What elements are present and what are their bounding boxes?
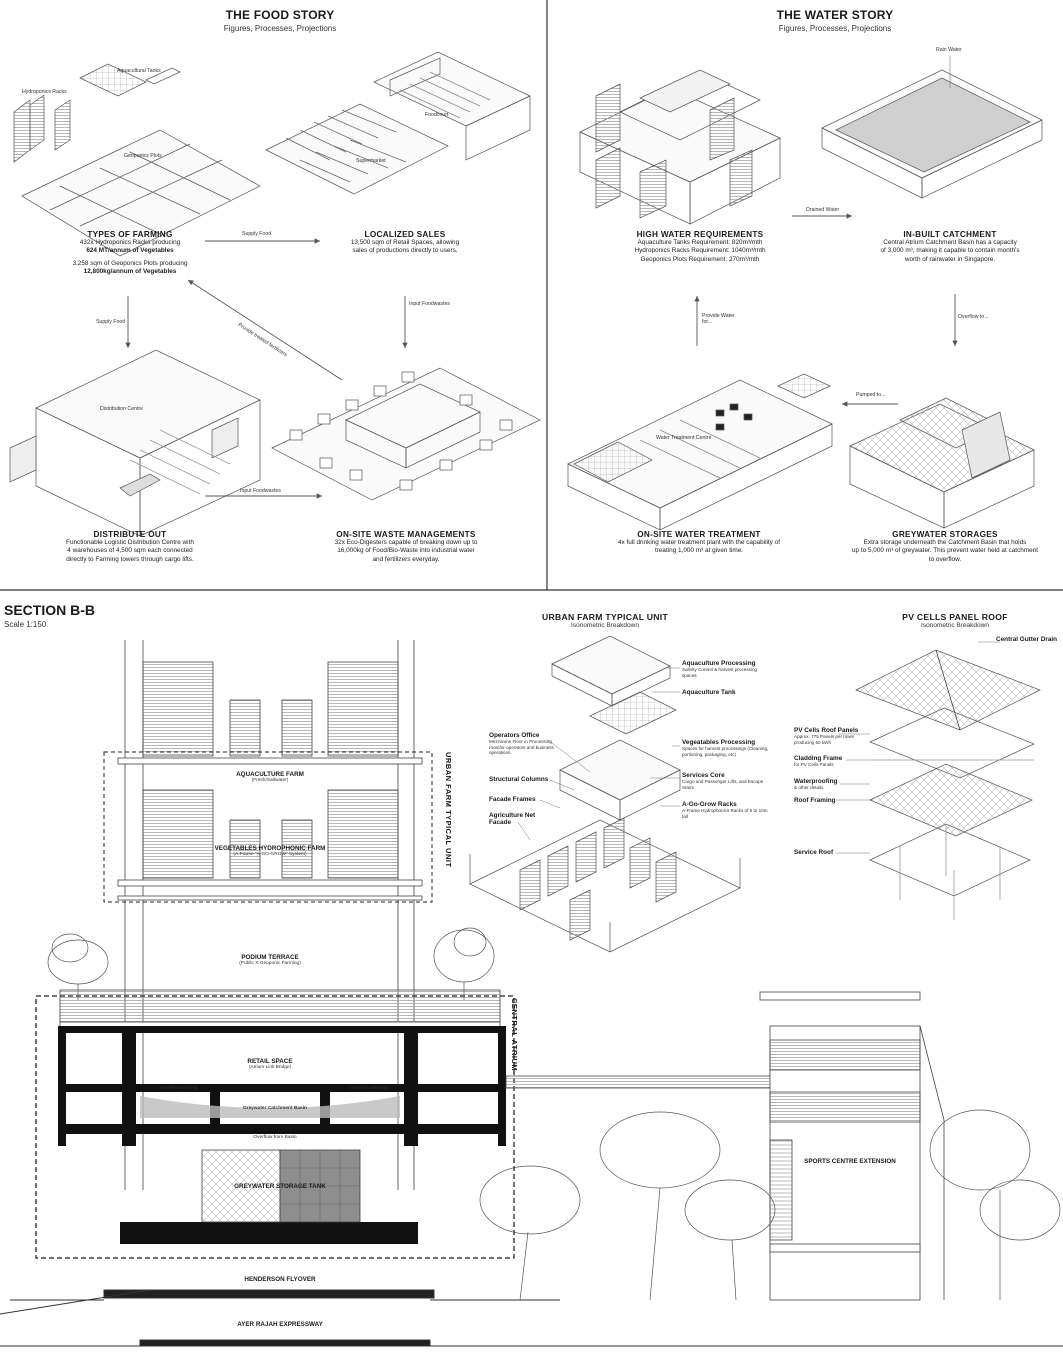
types-of-farming-line1: 432x Hydroponics Racks producing: [79, 239, 181, 246]
room-ayer-rajah: AYER RAJAH EXPRESSWAY: [237, 1321, 323, 1328]
pv-panels-label: PV Cells Roof Panels: [794, 727, 859, 734]
types-of-farming-line3: 3,258 sqm of Geoponics Plots producing: [72, 259, 188, 267]
label-water-treatment-centre: Water Treatment Centre: [656, 435, 712, 441]
pv-gutter: Central Gutter Drain: [996, 636, 1058, 643]
pv-panels-desc: Approx. 775 Panels per tower producing 60 kWh: [794, 734, 855, 745]
room-storage-tank: GREYWATER STORAGE TANK: [234, 1183, 326, 1190]
distribute-out-heading: DISTRIBUTE OUT: [93, 530, 167, 539]
section-scale: Scale 1:150: [4, 620, 47, 629]
pv-roof-framing: Roof Framing: [794, 797, 836, 804]
unit-veg-processing-label: Vegeatables Processing: [682, 739, 756, 746]
high-water-heading: HIGH WATER REQUIREMENTS: [636, 230, 764, 239]
room-sports-centre: SPORTS CENTRE EXTENSION: [804, 1158, 896, 1165]
water-tower-iso: [580, 70, 780, 224]
pv-roof-title: PV CELLS PANEL ROOF: [902, 612, 1008, 622]
label-geoponics-plots: Geoponics Plots: [124, 153, 162, 159]
central-atrium-vertical-label: CENTRAL ATRIUM: [510, 998, 519, 1072]
label-rain-water: Rain Water: [936, 47, 962, 53]
urban-unit-subtitle: Isonometric Breakdown: [571, 622, 639, 629]
catchment-heading: IN-BUILT CATCHMENT: [903, 230, 997, 239]
room-aquaculture-farm-label: AQUACULTURE FARM: [236, 771, 304, 778]
room-veg-farm-label: VEGETABLES HYDROPHONIC FARM: [214, 845, 326, 852]
pv-panels: [794, 727, 864, 745]
unit-structural-columns: Structural Columns: [489, 776, 549, 783]
high-water-block: [600, 230, 800, 264]
room-veg-farm-sub: (A-Frame "A-GO-GROW" System): [233, 852, 307, 857]
unit-operators-office-label: Operators Office: [489, 732, 540, 739]
arrow-supply-food-down: Supply Food: [96, 319, 126, 325]
pv-roof-iso: [856, 650, 1040, 920]
unit-operators-office: [489, 732, 567, 756]
food-distribution-iso: [10, 350, 260, 536]
unit-aquaculture-processing-desc: Salinity Control & harvest processing spaces: [682, 667, 758, 678]
unit-services-core-label: Services Core: [682, 772, 725, 779]
room-retail-label: RETAIL SPACE: [247, 1058, 293, 1065]
unit-agri-net: Agriculture Net Facade: [489, 812, 536, 826]
greywater-line1: Extra storage underneath the Catchment Basin that holds: [863, 539, 1027, 546]
room-podium-label: PODIUM TERRACE: [241, 954, 299, 961]
unit-veg-processing: [682, 739, 782, 757]
unit-services-core: [682, 772, 772, 790]
urban-farm-vertical-label: URBAN FARM TYPICAL UNIT: [444, 752, 453, 868]
distribute-out-line1: Functionable Logistic Distribution Centre with: [66, 539, 194, 546]
localized-sales-heading: LOCALIZED SALES: [364, 230, 446, 239]
room-podium: [200, 954, 340, 966]
room-overflow-right: Overflow Filtering: [350, 1086, 388, 1091]
greywater-block: [830, 530, 1060, 564]
section-bridge: [506, 1076, 774, 1088]
room-veg-farm: [190, 845, 350, 857]
food-story-subtitle: Figures, Processes, Projections: [223, 24, 337, 33]
waste-management-block: [296, 530, 516, 564]
room-catchment-basin: Greywater Catchment Basin: [243, 1106, 307, 1111]
pv-waterproofing-label: Waterproofing: [794, 778, 838, 785]
room-overflow-left: Overflow Filtering: [160, 1086, 198, 1091]
arrow-provide-water: Provide Water for...: [702, 313, 735, 325]
waste-management-line1: 32x Eco-Digesters capable of breaking down up to: [334, 539, 478, 546]
water-story-subtitle: Figures, Processes, Projections: [778, 24, 892, 33]
label-distribution-centre: Distribution Centre: [100, 406, 143, 412]
unit-services-core-desc: Cargo and Passenger Lifts, and Escape Stairs: [682, 779, 764, 790]
food-story-title: THE FOOD STORY: [225, 8, 335, 22]
label-aquaculture-tanks: Aquacultural Tanks: [117, 68, 161, 74]
water-catchment-iso: [822, 56, 1042, 198]
pv-roof-subtitle: Isonometric Breakdown: [921, 622, 989, 629]
types-of-farming-line2: 624 MT/annum of Vegetables: [86, 247, 174, 255]
water-story-title: THE WATER STORY: [776, 8, 894, 22]
distribute-out-block: [20, 530, 240, 564]
arrow-input-foodwastes-right: Input Foodwastes: [240, 488, 281, 494]
food-waste-iso: [272, 368, 540, 500]
pv-cladding-desc: for PV Cells Panels: [794, 762, 834, 767]
types-of-farming-block: [40, 230, 220, 276]
label-hydroponics-racks: Hydroponics Racks: [22, 89, 67, 95]
room-aquaculture-farm: [200, 771, 340, 783]
urban-unit-iso: [470, 636, 740, 952]
unit-facade-frames: Facade Frames: [489, 796, 536, 803]
unit-agrow-racks-label: A-Go-Grow Racks: [682, 801, 737, 808]
distribute-out-line3: directly to Farming towers through cargo lifts.: [66, 555, 194, 563]
distribute-out-line2: 4 warehouses of 4,500 sqm each connected: [67, 547, 193, 555]
pv-waterproofing-desc: & other details: [794, 785, 824, 790]
catchment-block: [850, 230, 1050, 264]
treatment-heading: ON-SITE WATER TREATMENT: [637, 530, 761, 539]
pv-service-roof: Service Roof: [794, 849, 834, 856]
room-overflow-basin: Overflow from Basin: [253, 1135, 297, 1140]
food-sales-iso: [266, 52, 530, 194]
room-retail-sub: (Atrium Link Bridge): [248, 1065, 292, 1070]
water-treatment-iso: [568, 374, 832, 530]
pv-waterproofing: [794, 778, 854, 791]
localized-sales-line2: sales of productions directly to users.: [352, 247, 458, 255]
unit-aquaculture-processing-label: Aquaculture Processing: [682, 660, 756, 667]
unit-agrow-racks-desc: A-Frame Hydrophonics Racks of 8 to 10m tall: [682, 808, 768, 819]
room-podium-sub: (Public X Geoponic Farming): [239, 961, 301, 966]
room-henderson: HENDERSON FLYOVER: [244, 1276, 316, 1283]
localized-sales-block: [310, 230, 500, 256]
treatment-line2: treating 1,000 m³ at given time.: [654, 547, 744, 555]
waste-management-heading: ON-SITE WASTE MANAGEMENTS: [336, 530, 476, 539]
water-greywater-iso: [850, 398, 1034, 528]
room-aquaculture-farm-sub: (Fresh/Saltwater): [251, 778, 289, 783]
catchment-line1: Central Atrium Catchment Basin has a capacity: [883, 239, 1017, 246]
arrow-drained-water: Drained Water: [806, 207, 840, 213]
arrow-supply-food: Supply Food: [242, 231, 272, 237]
greywater-heading: GREYWATER STORAGES: [892, 530, 998, 539]
arrow-pumped-to: Pumped to...: [856, 392, 886, 398]
unit-agrow-racks: [682, 801, 772, 819]
treatment-block: [584, 530, 814, 556]
catchment-line2: of 3,000 m³, making it capable to contain month's: [880, 247, 1020, 255]
unit-aquaculture-processing: [682, 660, 772, 678]
room-retail: [210, 1058, 330, 1070]
waste-management-line3: and fertilizers everyday.: [372, 555, 440, 563]
high-water-line1: Aquaculture Tanks Requirement: 820m³/mth: [637, 239, 763, 246]
localized-sales-line1: 13,500 sqm of Retail Spaces, allowing: [350, 239, 460, 246]
types-of-farming-heading: TYPES OF FARMING: [87, 230, 173, 239]
treatment-line1: 4x full drinking water treatment plant with the capability of: [618, 539, 780, 546]
unit-aquaculture-tank: Aquaculture Tank: [682, 689, 736, 696]
section-tank: [140, 1096, 400, 1222]
waste-management-line2: 16,000kg of Food/Bio-Waste into industrial water: [337, 547, 475, 555]
types-of-farming-line4: 12,800kg/annum of Vegetables: [83, 267, 177, 275]
section-sports-centre: [760, 992, 944, 1300]
section-title: SECTION B-B: [4, 602, 95, 618]
label-foodcourt: Foodcourt: [425, 112, 449, 118]
greywater-line3: to overflow.: [928, 555, 962, 563]
urban-unit-title: URBAN FARM TYPICAL UNIT: [541, 612, 669, 622]
high-water-line3: Geoponics Plots Requirement: 270m³/mth: [640, 255, 760, 263]
unit-operators-office-desc: Mezzanine Floor in Processing roomfor operators and business operations.: [489, 739, 554, 756]
greywater-line2: up to 5,000 m³ of greywater. This prevent water held at catchment: [851, 547, 1039, 555]
label-supermarket: Supermarket: [356, 158, 386, 164]
arrow-overflow-to: Overflow to...: [958, 314, 989, 320]
arrow-provide-fertilizers: Provide treated fertilizers: [236, 322, 289, 359]
catchment-line3: worth of rainwater in Singapore.: [904, 255, 996, 263]
unit-veg-processing-desc: Spaces for harvest processings (Cleaning, portioning, packaging, etc): [682, 746, 769, 757]
high-water-line2: Hydroponics Racks Requirement: 1040m³/mth: [634, 247, 766, 255]
arrow-input-foodwastes: Input Foodwastes: [409, 301, 450, 307]
pv-cladding: [794, 755, 854, 768]
pv-cladding-label: Cladding Frame: [794, 755, 843, 762]
